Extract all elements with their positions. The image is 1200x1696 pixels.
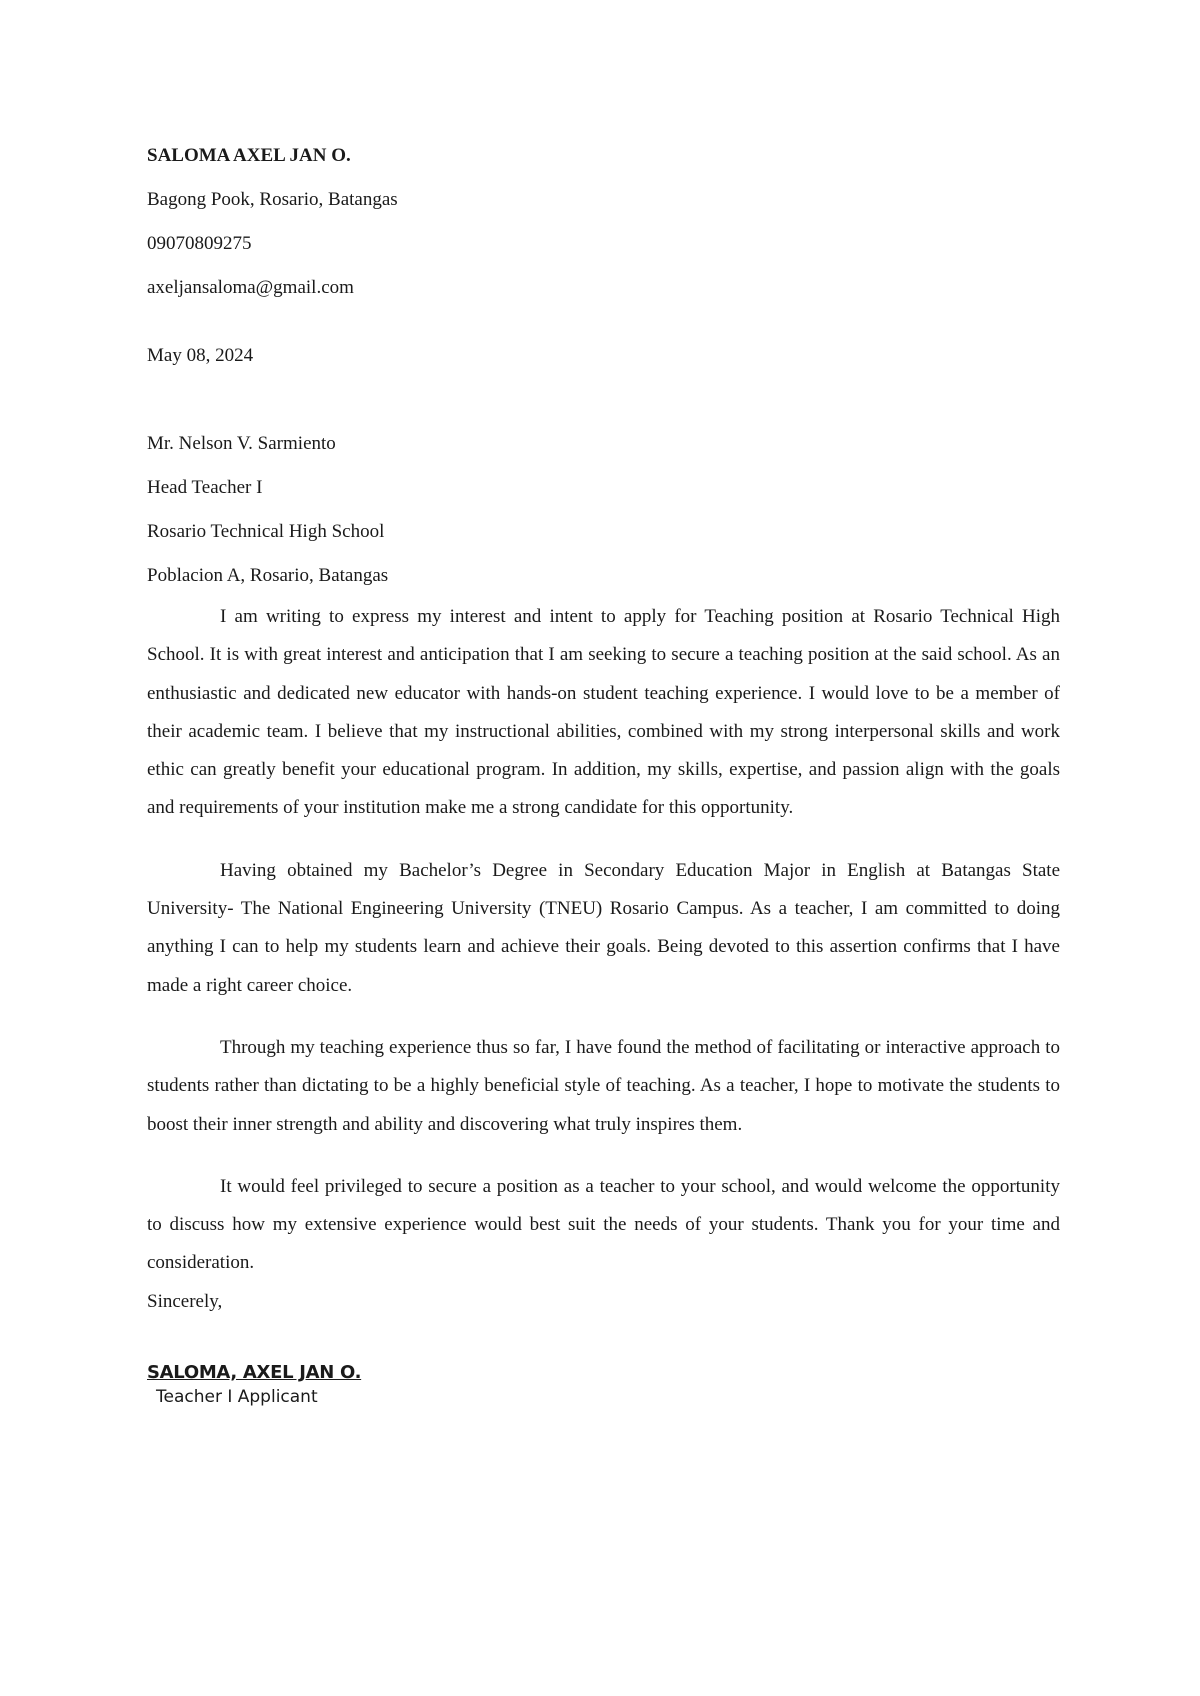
- signature-title: Teacher I Applicant: [156, 1386, 318, 1407]
- body-paragraph-1: I am writing to express my interest and intent to apply for Teaching position at Rosario Technical High School. It is with great interest and anticipation that I am seeking to secure a teaching position at the said school. As an enthusiastic and dedicated new educator with hands-on student teaching experience. I would love to be a member of their academic team. I believe that my instructional abilities, combined with my strong interpersonal skills and work ethic can greatly benefit your educational program. In addition, my skills, expertise, and passion align with the goals and requirements of your institution make me a strong candidate for this opportunity.: [147, 606, 1060, 819]
- sender-name: SALOMA AXEL JAN O.: [147, 145, 351, 166]
- body-paragraph-2: Having obtained my Bachelor’s Degree in Secondary Education Major in English at Batangas State University- The National Engineering University (TNEU) Rosario Campus. As a teacher, I am committed to doing anything I can to help my students learn and achieve their goals. Being devoted to this assertion confirms that I have made a right career choice.: [147, 859, 1060, 996]
- body-paragraph-3: Through my teaching experience thus so far, I have found the method of facilitating or interactive approach to students rather than dictating to be a highly beneficial style of teaching. As a teacher, I hope to motivate the students to boost their inner strength and ability and discovering what truly inspires them.: [147, 1036, 1060, 1135]
- sender-phone: 09070809275: [147, 233, 252, 254]
- recipient-block: [147, 432, 1060, 588]
- closing: Sincerely,: [147, 1290, 223, 1312]
- body-paragraph-4: It would feel privileged to secure a position as a teacher to your school, and would welcome the opportunity to discuss how my extensive experience would best suit the needs of your students. Thank you for your time and consideration.: [147, 1175, 1060, 1274]
- cover-letter: [147, 144, 1060, 1409]
- sender-email: axeljansaloma@gmail.com: [147, 277, 354, 298]
- recipient-school: Rosario Technical High School: [147, 521, 385, 542]
- recipient-name: Mr. Nelson V. Sarmiento: [147, 433, 336, 454]
- letter-date: May 08, 2024: [147, 345, 254, 366]
- recipient-address: Poblacion A, Rosario, Batangas: [147, 565, 389, 586]
- recipient-title: Head Teacher I: [147, 477, 263, 498]
- signature-name: SALOMA, AXEL JAN O.: [147, 1361, 362, 1383]
- sender-address: Bagong Pook, Rosario, Batangas: [147, 189, 398, 210]
